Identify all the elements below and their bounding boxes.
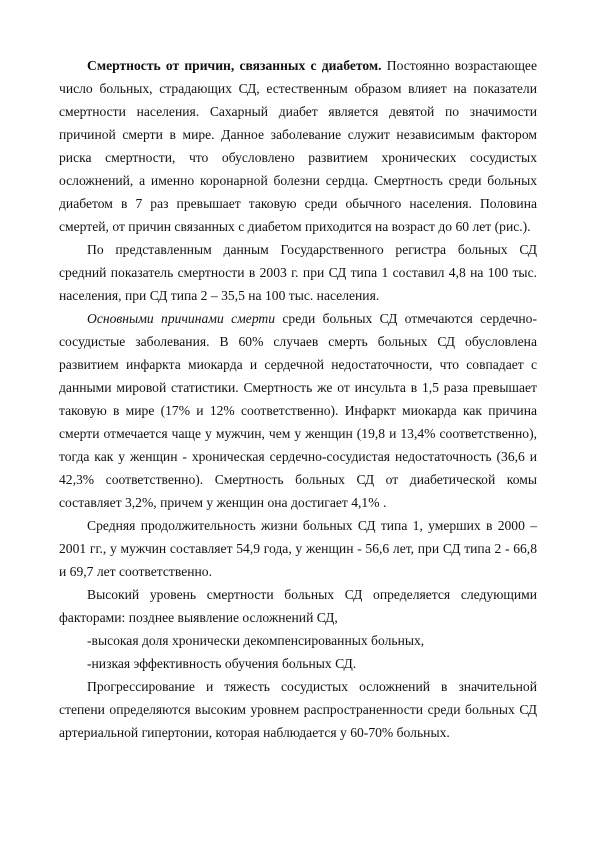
- paragraph-life-expectancy: Средняя продолжительность жизни больных СД типа 1, умерших в 2000 – 2001 гг., у мужчин составляет 54,9 года, у женщин - 56,6 лет, при СД типа 2 - 66,8 и 69,7 лет соответственно.: [59, 518, 537, 579]
- italic-phrase: Основными причинами смерти: [87, 311, 276, 326]
- list-item: -низкая эффективность обучения больных СД.: [87, 656, 357, 671]
- paragraph-mortality-diabetes: [59, 54, 537, 238]
- paragraph-causes-of-death: [59, 307, 537, 514]
- list-item: -высокая доля хронически декомпенсированных больных,: [87, 633, 425, 648]
- paragraph-text: среди больных СД отмечаются сердечно-сосудистые заболевания. В 60% случаев смерть больных СД обусловлена развитием инфаркта миокарда и сердечной недостаточности, что совпадает с данными мировой статистики. Смертность же от инсульта в 1,5 раза превышает таковую в мире (17% и 12% соответственно). Инфаркт миокарда как причина смерти отмечается чаще у мужчин, чем у женщин (19,8 и 13,4% соответственно), тогда как у женщин - хроническая сердечно-сосудистая недостаточность (36,6 и 42,3% соответственно). Смертность больных СД от диабетической комы составляет 3,2%, причем у женщин она достигает 4,1% .: [59, 311, 538, 510]
- paragraph-risk-factors: Высокий уровень смертности больных СД определяется следующими факторами: позднее выявление осложнений СД,: [59, 587, 537, 625]
- paragraph-registry-data: По представленным данным Государственного регистра больных СД средний показатель смертности в 2003 г. при СД типа 1 составил 4,8 на 100 тыс. населения, при СД типа 2 – 35,5 на 100 тыс. населения.: [59, 242, 537, 303]
- paragraph-heading: Смертность от причин, связанных с диабетом.: [87, 58, 382, 73]
- paragraph-text: Постоянно возрастающее число больных, страдающих СД, естественным образом влияет на показатели смертности населения. Сахарный диабет является девятой по значимости причиной смерти в мире. Данное заболевание служит независимым фактором риска смертности, что обусловлено развитием хронических сосудистых осложнений, а именно коронарной болезни сердца. Смертность среди больных диабетом в 7 раз превышает таковую среди обычного населения. Половина смертей, от причин связанных с диабетом приходится на возраст до 60 лет (рис.).: [59, 58, 537, 234]
- body-text: [59, 54, 537, 744]
- paragraph-vascular-complications: Прогрессирование и тяжесть сосудистых осложнений в значительной степени определяются высоким уровнем распространенности среди больных СД артериальной гипертонии, которая наблюдается у 60-70% больных.: [59, 679, 537, 740]
